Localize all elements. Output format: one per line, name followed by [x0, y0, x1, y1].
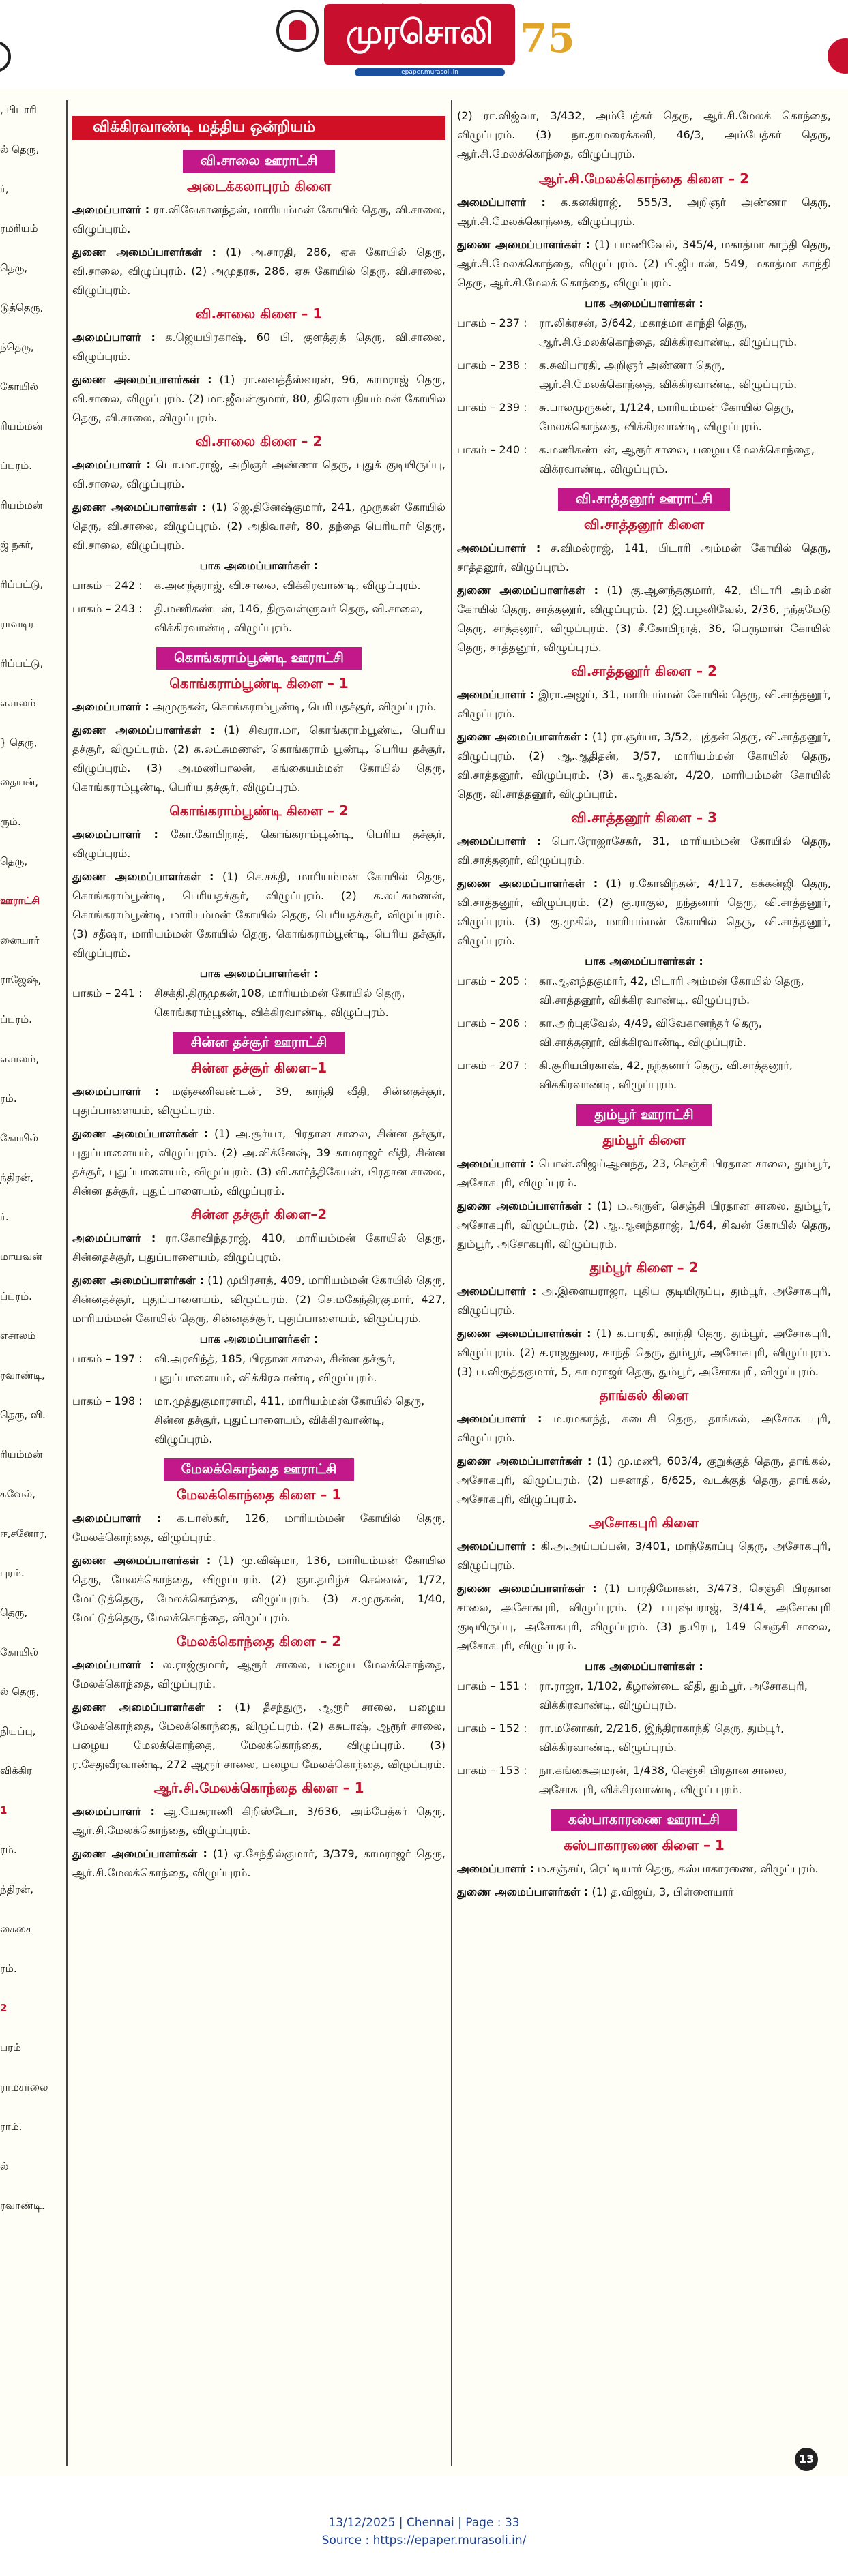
entry-details: (1) மு.விஷ்மா, 136, மாரியம்மன் கோயில் தெரு, மேலக்கொந்தை, விழுப்புரம். (2) ஞா.தமிழ்ச் செல்வன், 1/72, மேட்டுத்தெரு, மேலக்கொந்தை, விழுப்புரம். (3) ச.முருகன், 1/40, மேட்டுத்தெரு, மேலக்கொந்தை, விழுப்புரம்.: [72, 1554, 445, 1624]
panchayat-heading-wrap: [72, 1458, 445, 1481]
fragment-text: எசாலம்,: [0, 1053, 40, 1065]
fragment-text: தெரு,: [0, 1606, 28, 1619]
entry-role: துணை அமைப்பாளர்கள் :: [457, 877, 598, 890]
column-divider: [451, 100, 452, 2466]
fragment-text: கைசை: [0, 1923, 32, 1935]
entry-role: துணை அமைப்பாளர்கள் :: [72, 870, 214, 883]
fragment-text: தையன்,: [0, 776, 39, 788]
fragment-text: ரம்.: [0, 1092, 17, 1105]
masthead: [0, 0, 848, 89]
entry-details: (1) ஜெ.தினேஷ்குமார், 241, முருகன் கோயில் தெரு, வி.சாலை, விழுப்புரம். (2) அதிவாசர், 80, தந்தை பெரியார் தெரு, வி.சாலை, விழுப்புரம்.: [72, 500, 445, 552]
fragment-text: ஜ் நகர்,: [0, 539, 34, 551]
masthead-url: epaper.murasoli.in: [355, 68, 505, 76]
member-entry: [457, 1324, 831, 1381]
entry-role: அமைப்பாளர் :: [72, 458, 151, 471]
branch-heading: வி.சாலை கிளை – 2: [195, 433, 323, 449]
entry-details: ம.சஞ்சய், ரெட்டியார் தெரு, கஸ்பாகாரணை, விழுப்புரம்.: [533, 1862, 819, 1875]
entry-role: அமைப்பாளர் :: [72, 1805, 155, 1818]
entry-details: (1) க.பாரதி, காந்தி தெரு, தும்பூர், அசோகபுரி, விழுப்புரம். (2) ச.ராஜதுரை, காந்தி தெரு, தும்பூர், அசோகபுரி, விழுப்புரம். (3) ப.விருத்தகுமார், 5, காமராஜர் தெரு, தும்பூர், அசோகபுரி, விழுப்புரம்.: [457, 1327, 831, 1378]
entry-role: அமைப்பாளர் :: [72, 203, 150, 216]
fragment-text: கோயில்: [0, 1132, 38, 1144]
member-entry: [457, 1883, 831, 1902]
entry-details: ரா.கோவிந்தராஜ், 410, மாரியம்மன் கோயில் தெரு, சின்னதச்சூர், புதுப்பாளையம், விழுப்புரம்.: [72, 1231, 445, 1263]
entry-role: அமைப்பாளர் :: [457, 1285, 537, 1298]
panchayat-heading: தும்பூர் ஊராட்சி: [576, 1104, 711, 1126]
booth-organiser-entry: [72, 576, 445, 595]
member-entry: [72, 1229, 445, 1267]
footer-date-line: 13/12/2025 | Chennai | Page : 33: [328, 2516, 520, 2530]
fragment-text: விக்கிர: [0, 1765, 32, 1777]
panchayat-heading-wrap: [72, 150, 445, 173]
fragment-text: எசாலம்: [0, 1330, 36, 1342]
page-number-badge: 13: [795, 2448, 818, 2471]
fragment-text: ர்,: [0, 183, 9, 195]
member-entry: [457, 1409, 831, 1448]
booth-details: வி.அரவிந்த், 185, பிரதான சாலை, சின்ன தச்சூர், புதுப்பாளையம், விக்கிரவாண்டி, விழுப்புரம்.: [154, 1352, 396, 1384]
entry-details: பொ.ரோஜாசேகர், 31, மாரியம்மன் கோயில் தெரு, வி.சாத்தனூர், விழுப்புரம்.: [457, 835, 831, 867]
anniversary-75-logo: 75: [520, 15, 575, 61]
branch-heading: தும்பூர் கிளை – 2: [589, 1259, 699, 1276]
fragment-text: கோயில்: [0, 380, 38, 393]
entry-role: அமைப்பாளர் :: [457, 1412, 542, 1425]
member-entry: [72, 1844, 445, 1883]
entry-role: துணை அமைப்பாளர்கள் :: [72, 1274, 204, 1287]
member-entry: [72, 370, 445, 428]
booth-label: பாகம் – 207 :: [457, 1059, 527, 1072]
booth-label: பாகம் – 206 :: [457, 1017, 527, 1030]
branch-heading: தும்பூர் கிளை: [602, 1132, 686, 1148]
booth-organiser-entry: [72, 599, 445, 638]
booth-organisers-heading: பாக அமைப்பாளர்கள் :: [585, 1660, 703, 1673]
entry-details: கி.அ.அய்யப்பன், 3/401, மாந்தோப்பு தெரு, அசோகபுரி, விழுப்புரம்.: [457, 1540, 831, 1572]
booth-label: பாகம் – 240 :: [457, 443, 527, 456]
fragment-text: தெரு,: [0, 855, 28, 867]
member-entry: [72, 698, 445, 717]
booth-organisers-heading: பாக அமைப்பாளர்கள் :: [199, 1332, 319, 1345]
branch-heading: கொங்கராம்பூண்டி கிளை – 1: [169, 675, 349, 691]
fragment-text: ரியம்மன்: [0, 499, 43, 511]
fragment-text: ந்திரன்,: [0, 1883, 33, 1896]
member-entry: [72, 1509, 445, 1547]
booth-details: மா.முத்துகுமாரசாமி, 411, மாரியம்மன் கோயில் தெரு, சின்ன தச்சூர், புதுப்பாளையம், விக்கிரவாண்டி, விழுப்புரம்.: [154, 1394, 425, 1446]
fragment-text: ல்: [0, 2160, 9, 2172]
booth-organiser-entry: [457, 314, 831, 352]
member-entry: [72, 1124, 445, 1201]
entry-details: க.பாஸ்கர், 126, மாரியம்மன் கோயில் தெரு, மேலக்கொந்தை, விழுப்புரம்.: [72, 1512, 445, 1544]
entry-role: துணை அமைப்பாளர்கள் :: [457, 238, 590, 251]
entry-details: அ.இளையராஜா, புதிய குடியிருப்பு, தும்பூர், அசோகபுரி, விழுப்புரம்.: [457, 1285, 831, 1317]
entry-role: அமைப்பாளர் :: [72, 1512, 162, 1525]
entry-role: துணை அமைப்பாளர்கள் :: [72, 245, 216, 258]
fragment-text: ல் தெரு,: [0, 143, 40, 155]
booth-details: சு.பாலமுருகன், 1/124, மாரியம்மன் கோயில் தெரு, மேலக்கொந்தை, விக்கிரவாண்டி, விழுப்புரம்.: [539, 401, 795, 433]
entry-role: அமைப்பாளர் :: [72, 1085, 159, 1098]
booth-details: கி.சூரியபிரகாஷ், 42, நந்தனார் தெரு, வி.சாத்தனூர், விக்கிரவாண்டி, விழுப்புரம்.: [539, 1059, 793, 1091]
branch-heading: ஆர்.சி.மேலக்கொந்தை கிளை – 2: [538, 170, 750, 187]
entry-role: அமைப்பாளர் :: [457, 1540, 536, 1553]
entry-role: அமைப்பாளர் :: [72, 1658, 155, 1671]
booth-organiser-entry: [457, 972, 831, 1010]
member-entry: [457, 728, 831, 804]
entry-details: பொன்.விஜய்ஆனந்த், 23, செஞ்சி பிரதான சாலை, தும்பூர், அசோகபுரி, விழுப்புரம்.: [457, 1157, 831, 1189]
entry-details: க.கனகிராஜ், 555/3, அறிஞர் அண்ணா தெரு, ஆர்.சி.மேலக்கொந்தை, விழுப்புரம்.: [457, 196, 831, 228]
entry-role: துணை அமைப்பாளர்கள் :: [72, 1847, 207, 1860]
fragment-text: மாயவன்: [0, 1250, 42, 1263]
panchayat-heading: மேலக்கொந்தை ஊராட்சி: [164, 1458, 355, 1481]
entry-role: துணை அமைப்பாளர்கள் :: [457, 1454, 592, 1467]
member-entry: [457, 685, 831, 723]
entry-details: (1) த.விஜய், 3, பிள்ளையார்: [588, 1885, 734, 1898]
entry-role: அமைப்பாளர் :: [72, 1231, 156, 1244]
fragment-text: ரிப்பட்டு,: [0, 657, 44, 670]
entry-role: துணை அமைப்பாளர்கள் :: [72, 1127, 209, 1140]
entry-details: இரா.அஜய், 31, மாரியம்மன் கோயில் தெரு, வி.சாத்தனூர், விழுப்புரம்.: [457, 688, 831, 720]
booth-organiser-entry: [457, 1761, 831, 1799]
fragment-text: புரம்.: [0, 1567, 25, 1579]
booth-organiser-entry: [457, 1056, 831, 1094]
branch-heading: வி.சாத்தனூர் கிளை: [583, 516, 705, 533]
entry-details: ச.விமல்ராஜ், 141, பிடாரி அம்மன் கோயில் தெரு, சாத்தனூர், விழுப்புரம்.: [457, 541, 831, 573]
member-entry: [72, 455, 445, 494]
branch-heading: வி.சாத்தனூர் கிளை – 2: [570, 663, 718, 679]
booth-label: பாகம் – 151 :: [457, 1679, 527, 1692]
entry-role: அமைப்பாளர் :: [457, 1157, 535, 1170]
booth-details: க.மணிகண்டன், ஆரூர் சாலை, பழைய மேலக்கொந்தை, விக்ரவாண்டி, விழுப்புரம்.: [539, 443, 815, 475]
member-entry: [457, 539, 831, 577]
newspaper-logo: முரசொலி: [324, 4, 515, 65]
member-entry: [457, 235, 831, 293]
booth-label: பாகம் – 242 :: [72, 579, 143, 592]
fragment-text: ராவடிர: [0, 618, 34, 630]
member-entry: [457, 1537, 831, 1575]
member-entry: [72, 1082, 445, 1120]
fragment-text: கோயில்: [0, 1646, 38, 1658]
member-entry: [72, 1698, 445, 1774]
fragment-text: நியப்பு,: [0, 1725, 36, 1737]
fragment-text: தெரு,: [0, 262, 28, 274]
booth-label: பாகம் – 153 :: [457, 1764, 527, 1777]
member-entry: [457, 874, 831, 950]
booth-organisers-heading: பாக அமைப்பாளர்கள் :: [199, 559, 319, 572]
fragment-text: ரியம்மன்: [0, 1448, 43, 1461]
fragment-text: ர்.: [0, 1211, 9, 1223]
entry-details: பொ.மா.ராஜ், அறிஞர் அண்ணா தெரு, புதுக் குடியிருப்பு, வி.சாலை, விழுப்புரம்.: [72, 458, 445, 490]
branch-heading: வி.சாத்தனூர் கிளை – 3: [570, 809, 718, 826]
column-divider: [66, 100, 68, 2466]
fragment-text: ராமசாலை: [0, 2081, 48, 2093]
panchayat-heading-wrap: [72, 647, 445, 670]
fragment-text: பரம்: [0, 2041, 21, 2054]
booth-organiser-entry: [457, 1677, 831, 1715]
fragment-text: ரவாண்டி.: [0, 2200, 45, 2212]
member-entry: [72, 825, 445, 863]
entry-role: துணை அமைப்பாளர்கள் :: [457, 730, 589, 743]
entry-role: துணை அமைப்பாளர்கள் :: [457, 584, 599, 597]
member-entry: [457, 1452, 831, 1509]
member-entry: [72, 721, 445, 797]
entry-details: ம.ரமகாந்த், கடைசி தெரு, தாங்கல், அசோக புரி, விழுப்புரம்.: [457, 1412, 831, 1444]
footer: [0, 2476, 848, 2576]
member-entry: [457, 1197, 831, 1254]
branch-heading: கொங்கராம்பூண்டி கிளை – 2: [169, 803, 349, 819]
middle-column: [72, 102, 445, 1887]
panchayat-heading: கொங்கராம்பூண்டி ஊராட்சி: [156, 647, 362, 670]
entry-role: அமைப்பாளர் :: [72, 331, 156, 344]
booth-label: பாகம் – 237 :: [457, 316, 527, 329]
footer-source-line: Source : https://epaper.murasoli.in/: [321, 2534, 527, 2547]
panchayat-heading: கஸ்பாகாரணை ஊராட்சி: [551, 1809, 737, 1831]
entry-details: கோ.கோபிநாத், கொங்கராம்பூண்டி, பெரிய தச்சூர், விழுப்புரம்.: [72, 828, 445, 860]
entry-role: துணை அமைப்பாளர்கள் :: [72, 373, 212, 386]
entry-details: (1) ரா.சூர்யா, 3/52, புத்தன் தெரு, வி.சாத்தனூர், விழுப்புரம். (2) ஆ.ஆதிதன், 3/57, மாரியம்மன் கோயில் தெரு, வி.சாத்தனூர், விழுப்புரம். (3) க.ஆதவன், 4/20, மாரியம்மன் கோயில் தெரு, வி.சாத்தனூர், விழுப்புரம்.: [457, 730, 831, 800]
booth-details: தி.மணிகண்டன், 146, திருவள்ளுவர் தெரு, வி.சாலை, விக்கிரவாண்டி, விழுப்புரம்.: [154, 602, 423, 634]
fragment-text: , பிடாரி: [0, 104, 37, 116]
branch-heading: தாங்கல் கிளை: [599, 1387, 689, 1403]
member-entry: [72, 1271, 445, 1328]
fragment-text: ப்புரம்.: [0, 1290, 32, 1302]
member-entry: [72, 243, 445, 300]
member-entry: [72, 1656, 445, 1694]
entry-details: மஞ்சணிவண்டன், 39, காந்தி வீதி, சின்னதச்சூர், புதுப்பாளையம், விழுப்புரம்.: [72, 1085, 445, 1117]
entry-role: அமைப்பாளர் :: [457, 688, 535, 701]
panchayat-heading: வி.சாத்தனூர் ஊராட்சி: [558, 488, 730, 511]
member-entry: [72, 867, 445, 963]
member-entry: [72, 200, 445, 239]
fragment-text: 1: [0, 1804, 8, 1816]
branch-heading: மேலக்கொந்தை கிளை – 1: [176, 1486, 342, 1503]
fragment-text: ந்திரன்,: [0, 1171, 33, 1184]
entry-details: (1) செ.சக்தி, மாரியம்மன் கோயில் தெரு, கொங்கராம்பூண்டி, பெரியதச்சூர், விழுப்புரம். (2) க.லட்சுமணன், கொங்கராம்பூண்டி, மாரியம்மன் கோயில் தெரு, பெரியதச்சூர், விழுப்புரம். (3) சதீஷா, மாரியம்மன் கோயில் தெரு, கொங்கராம்பூண்டி, பெரிய தச்சூர், விழுப்புரம்.: [72, 870, 445, 959]
member-entry: [457, 1282, 831, 1320]
member-entry: [457, 1859, 831, 1878]
booth-details: ரா.ராஜா, 1/102, கீழாண்டை வீதி, தும்பூர், அசோகபுரி, விக்கிரவாண்டி, விழுப்புரம்.: [539, 1679, 808, 1711]
branch-heading: சின்ன தச்சூர் கிளை–1: [190, 1060, 327, 1076]
booth-details: க.அனந்தராஜ், வி.சாலை, விக்கிரவாண்டி, விழுப்புரம்.: [154, 579, 421, 592]
panchayat-heading-wrap: [72, 1032, 445, 1054]
booth-organiser-entry: [457, 1719, 831, 1757]
panchayat-heading: சின்ன தச்சூர் ஊராட்சி: [173, 1032, 345, 1054]
fragment-text: ந்தெரு,: [0, 341, 34, 353]
fragment-text: ரம்.: [0, 1962, 17, 1975]
entry-details: அமுருகன், கொங்கராம்பூண்டி, பெரியதச்சூர், விழுப்புரம்.: [149, 700, 437, 713]
fragment-text: ரும்.: [0, 815, 21, 828]
entry-details: (1) கு.ஆனந்தகுமார், 42, பிடாரி அம்மன் கோயில் தெரு, சாத்தனூர், விழுப்புரம். (2) இ.பழனிவேல், 2/36, நந்தமேடு தெரு, சாத்தனூர், விழுப்புரம். (3) சீ.கோபிநாத், 36, பெருமாள் கோயில் தெரு, சாத்தனூர், விழுப்புரம்.: [457, 584, 831, 654]
entry-role: அமைப்பாளர் :: [457, 196, 546, 209]
booth-details: ரா.லிக்ரசன், 3/642, மகாத்மா காந்தி தெரு, ஆர்.சி.மேலக்கொந்தை, விக்கிரவாண்டி, விழுப்புரம்.: [539, 316, 798, 348]
decorative-emblem-right: [828, 38, 848, 74]
entry-details: (1) முபிரசாத், 409, மாரியம்மன் கோயில் தெரு, சின்னதச்சூர், புதுப்பாளையம், விழுப்புரம். (2) செ.மகேந்திரகுமார், 427, மாரியம்மன் கோயில் தெரு, சின்னதச்சூர், புதுப்பாளையம், விழுப்புரம்.: [72, 1274, 445, 1325]
booth-label: பாகம் – 152 :: [457, 1722, 527, 1735]
booth-organiser-entry: [72, 1349, 445, 1388]
entry-details: (1) ர.கோவிந்தன், 4/117, கக்கன்ஜி தெரு, வி.சாத்தனூர், விழுப்புரம். (2) கு.ராகுல், நந்தனார் தெரு, வி.சாத்தனூர், விழுப்புரம். (3) கு.முகில், மாரியம்மன் கோயில் தெரு, வி.சாத்தனூர், விழுப்புரம்.: [457, 877, 831, 947]
booth-organiser-entry: [72, 1392, 445, 1449]
member-entry: [72, 1802, 445, 1840]
entry-details: (1) அ.சூர்யா, பிரதான சாலை, சின்ன தச்சூர், புதுப்பாளையம், விழுப்புரம். (2) அ.விக்னேஷ், 39 காமராஜர் வீதி, சின்ன தச்சூர், புதுப்பாளையம், விழுப்புரம். (3) வி.கார்த்திகேயன், பிரதான சாலை, சின்ன தச்சூர், புதுப்பாளையம், விழுப்புரம்.: [72, 1127, 445, 1197]
panchayat-heading: வி.சாலை ஊராட்சி: [183, 150, 336, 173]
fragment-text: ரியம்மன்: [0, 420, 43, 432]
entry-role: அமைப்பாளர் :: [457, 1862, 534, 1875]
entry-details: க.ஜெயபிரகாஷ், 60 பி, குளத்துத் தெரு, வி.சாலை, விழுப்புரம்.: [72, 331, 445, 363]
fragment-text: ரம்.: [0, 1844, 17, 1856]
member-entry: [72, 498, 445, 555]
entry-role: துணை அமைப்பாளர்கள் :: [72, 1554, 211, 1567]
booth-label: பாகம் – 205 :: [457, 974, 527, 987]
booth-details: க.சுவிபாரதி, அறிஞர் அண்ணா தெரு, ஆர்.சி.மேலக்கொந்தை, விக்கிரவாண்டி, விழுப்புரம்.: [539, 359, 798, 391]
booth-details: சிசக்தி.திருமுகன்,108, மாரியம்மன் கோயில் தெரு, கொங்கராம்பூண்டி, விக்கிரவாண்டி, விழுப்புரம்.: [154, 987, 405, 1019]
member-entry: [457, 832, 831, 870]
entry-details: (1) பமணிவேல், 345/4, மகாத்மா காந்தி தெரு, ஆர்.சி.மேலக்கொந்தை, விழுப்புரம். (2) பி.ஜியான், 549, மகாத்மா காந்தி தெரு, ஆர்.சி.மேலக் கொந்தை, விழுப்புரம்.: [457, 238, 831, 289]
branch-heading: மேலக்கொந்தை கிளை – 2: [176, 1633, 342, 1649]
entry-details: ரா.விவேகானந்தன், மாரியம்மன் கோயில் தெரு, வி.சாலை, விழுப்புரம்.: [72, 203, 445, 235]
booth-organisers-heading: பாக அமைப்பாளர்கள் :: [585, 297, 703, 310]
booth-organisers-heading: பாக அமைப்பாளர்கள் :: [199, 967, 319, 980]
booth-organiser-entry: [72, 984, 445, 1022]
booth-details: ரா.மனோகர், 2/216, இந்திராகாந்தி தெரு, தும்பூர், விக்கிரவாண்டி, விழுப்புரம்.: [539, 1722, 785, 1754]
fragment-text: 2: [0, 2002, 8, 2014]
entry-details: (1) பாரதிமோகன், 3/473, செஞ்சி பிரதான சாலை, அசோகபுரி, விழுப்புரம். (2) பபுஷ்பராஜ், 3/414, அசோகபுரி குடியிருப்பு, அசோகபுரி, விழுப்புரம். (3) ந.பிரபு, 149 செஞ்சி சாலை, அசோகபுரி, விழுப்புரம்.: [457, 1582, 831, 1652]
entry-details: ஆ.யேசுராணி கிறிஸ்டோ, 3/636, அம்பேத்கர் தெரு, ஆர்.சி.மேலக்கொந்தை, விழுப்புரம்.: [72, 1805, 445, 1837]
left-column-fragments: [0, 102, 61, 2238]
fragment-text: எசாலம்: [0, 697, 36, 709]
member-entry: [457, 193, 831, 231]
fragment-text: } தெரு,: [0, 736, 38, 749]
entry-role: துணை அமைப்பாளர்கள் :: [457, 1582, 597, 1595]
entry-role: அமைப்பாளர் :: [72, 828, 158, 841]
booth-organisers-heading: பாக அமைப்பாளர்கள் :: [585, 955, 703, 968]
fragment-text: ப்புரம்.: [0, 460, 32, 472]
right-column: [457, 102, 831, 1906]
entry-role: அமைப்பாளர் :: [457, 541, 541, 554]
district-heading: விக்கிரவாண்டி மத்திய ஒன்றியம்: [72, 116, 445, 140]
entry-role: அமைப்பாளர் :: [457, 835, 542, 848]
member-entry: [457, 1154, 831, 1193]
entry-role: அமைப்பாளர் :: [72, 700, 149, 713]
fragment-text: ரவாண்டி,: [0, 1369, 45, 1381]
fragment-text: டுத்தெரு,: [0, 301, 44, 314]
panchayat-heading-wrap: [457, 488, 831, 511]
member-entry: [457, 1579, 831, 1656]
fragment-text: ப்புரம்.: [0, 1013, 32, 1025]
booth-organiser-entry: [457, 440, 831, 479]
fragment-text: ஈ,சனோர,: [0, 1527, 48, 1540]
entry-role: துணை அமைப்பாளர்கள் :: [72, 1701, 222, 1713]
continued-text: (2) ரா.விஜ்வா, 3/432, அம்பேத்கர் தெரு, ஆர்.சி.மேலக் கொந்தை, விழுப்புரம். (3) நா.தாமரைக்கனி, 46/3, அம்பேத்கர் தெரு, ஆர்.சி.மேலக்கொந்தை, விழுப்புரம்.: [457, 109, 831, 160]
panchayat-heading-wrap: [457, 1104, 831, 1126]
booth-label: பாகம் – 238 :: [457, 359, 527, 372]
member-entry: [72, 1551, 445, 1628]
fragment-text: ராம்.: [0, 2121, 23, 2133]
branch-heading: அசோகபுரி கிளை: [589, 1514, 699, 1531]
entry-details: (1) ஏ.சேந்தில்குமார், 3/379, காமராஜர் தெரு, ஆர்.சி.மேலக்கொந்தை, விழுப்புரம்.: [72, 1847, 445, 1879]
branch-heading: வி.சாலை கிளை – 1: [195, 305, 323, 322]
entry-details: (1) சிவரா.மா, கொங்கராம்பூண்டி, பெரிய தச்சூர், விழுப்புரம். (2) க.லட்சுமணன், கொங்கராம் பூண்டி, பெரிய தச்சூர், விழுப்புரம். (3) அ.மணிபாலன், கங்கையம்மன் கோயில் தெரு, கொங்கராம்பூண்டி, பெரிய தச்சூர், விழுப்புரம்.: [72, 723, 445, 794]
booth-details: கா.அற்புதவேல், 4/49, விவேகானந்தர் தெரு, வி.சாத்தனூர், விக்கிரவாண்டி, விழுப்புரம்.: [539, 1017, 762, 1049]
panchayat-heading-wrap: [457, 1809, 831, 1831]
entry-details: (1) ரா.வைத்தீஸ்வரன், 96, காமராஜ் தெரு, வி.சாலை, விழுப்புரம். (2) மா.ஜீவன்குமார், 80, திரௌபதியம்மன் கோயில் தெரு, வி.சாலை, விழுப்புரம்.: [72, 373, 445, 424]
entry-role: துணை அமைப்பாளர்கள் :: [457, 1327, 591, 1340]
entry-role: துணை அமைப்பாளர்கள் :: [72, 500, 207, 513]
fragment-text: ரமரியம்: [0, 222, 38, 235]
branch-heading: கஸ்பாகாரணை கிளை – 1: [564, 1837, 725, 1853]
entry-role: துணை அமைப்பாளர்கள் :: [457, 1885, 589, 1898]
booth-details: கா.ஆனந்தகுமார், 42, பிடாரி அம்மன் கோயில் தெரு, வி.சாத்தனூர், விக்கிர வாண்டி, விழுப்புரம்.: [539, 974, 804, 1006]
entry-details: (1) அ.சாரதி, 286, ஏசு கோயில் தெரு, வி.சாலை, விழுப்புரம். (2) அமுதரசு, 286, ஏசு கோயில் தெரு, வி.சாலை, விழுப்புரம்.: [72, 245, 445, 297]
booth-organiser-entry: [457, 398, 831, 436]
member-entry: [72, 328, 445, 366]
entry-role: துணை அமைப்பாளர்கள் :: [72, 723, 215, 736]
fragment-text: சுவேல்,: [0, 1488, 36, 1500]
entry-details: (1) மு.மணி, 603/4, குறுக்குத் தெரு, தாங்கல், அசோகபுரி, விழுப்புரம். (2) பசுனாதி, 6/625, வடக்குத் தெரு, தாங்கல், அசோகபுரி, விழுப்புரம்.: [457, 1454, 831, 1506]
entry-details: (1) ம.அருள், செஞ்சி பிரதான சாலை, தும்பூர், அசோகபுரி, விழுப்புரம். (2) ஆ.ஆனந்தராஜ், 1/64, சிவன் கோயில் தெரு, தும்பூர், அசோகபுரி, விழுப்புரம்.: [457, 1199, 831, 1250]
fragment-text: தெரு, வி.: [0, 1409, 46, 1421]
booth-label: பாகம் – 243 :: [72, 602, 143, 615]
party-emblem-icon: [276, 10, 319, 52]
fragment-text: ல் தெரு,: [0, 1686, 40, 1698]
fragment-text: னையார்: [0, 934, 40, 946]
branch-heading: சின்ன தச்சூர் கிளை–2: [190, 1206, 327, 1223]
booth-organiser-entry: [457, 356, 831, 394]
booth-label: பாகம் – 239 :: [457, 401, 527, 414]
fragment-text: ரிப்பட்டு,: [0, 578, 44, 590]
member-entry: [457, 581, 831, 657]
booth-organiser-entry: [457, 1014, 831, 1052]
booth-label: பாகம் – 198 :: [72, 1394, 143, 1407]
entry-role: துணை அமைப்பாளர்கள் :: [457, 1199, 592, 1212]
branch-heading: அடைக்கலாபுரம் கிளை: [186, 178, 332, 194]
booth-details: நா.கங்கைஅமரன், 1/438, செஞ்சி பிரதான சாலை, அசோகபுரி, விக்கிரவாண்டி, விழுப் புரம்.: [539, 1764, 787, 1796]
entry-details: ல.ராஜ்குமார், ஆரூர் சாலை, பழைய மேலக்கொந்தை, மேலக்கொந்தை, விழுப்புரம்.: [72, 1658, 445, 1690]
decorative-emblem-left: [0, 41, 11, 72]
fragment-text: ராஜேஷ்,: [0, 974, 42, 986]
entry-details: (1) தீசந்துரு, ஆரூர் சாலை, பழைய மேலக்கொந்தை, மேலக்கொந்தை, விழுப்புரம். (2) கசுபாஷ், ஆரூர் சாலை, பழைய மேலக்கொந்தை, மேலக்கொந்தை, விழுப்புரம். (3) ர.சேதுவீரவாண்டி, 272 ஆரூர் சாலை, பழைய மேலக்கொந்தை, விழுப்புரம்.: [72, 1701, 445, 1771]
fragment-text: ஊராட்சி: [0, 895, 40, 907]
booth-label: பாகம் – 241 :: [72, 987, 143, 1000]
branch-heading: ஆர்.சி.மேலக்கொந்தை கிளை – 1: [153, 1780, 364, 1796]
booth-label: பாகம் – 197 :: [72, 1352, 143, 1365]
